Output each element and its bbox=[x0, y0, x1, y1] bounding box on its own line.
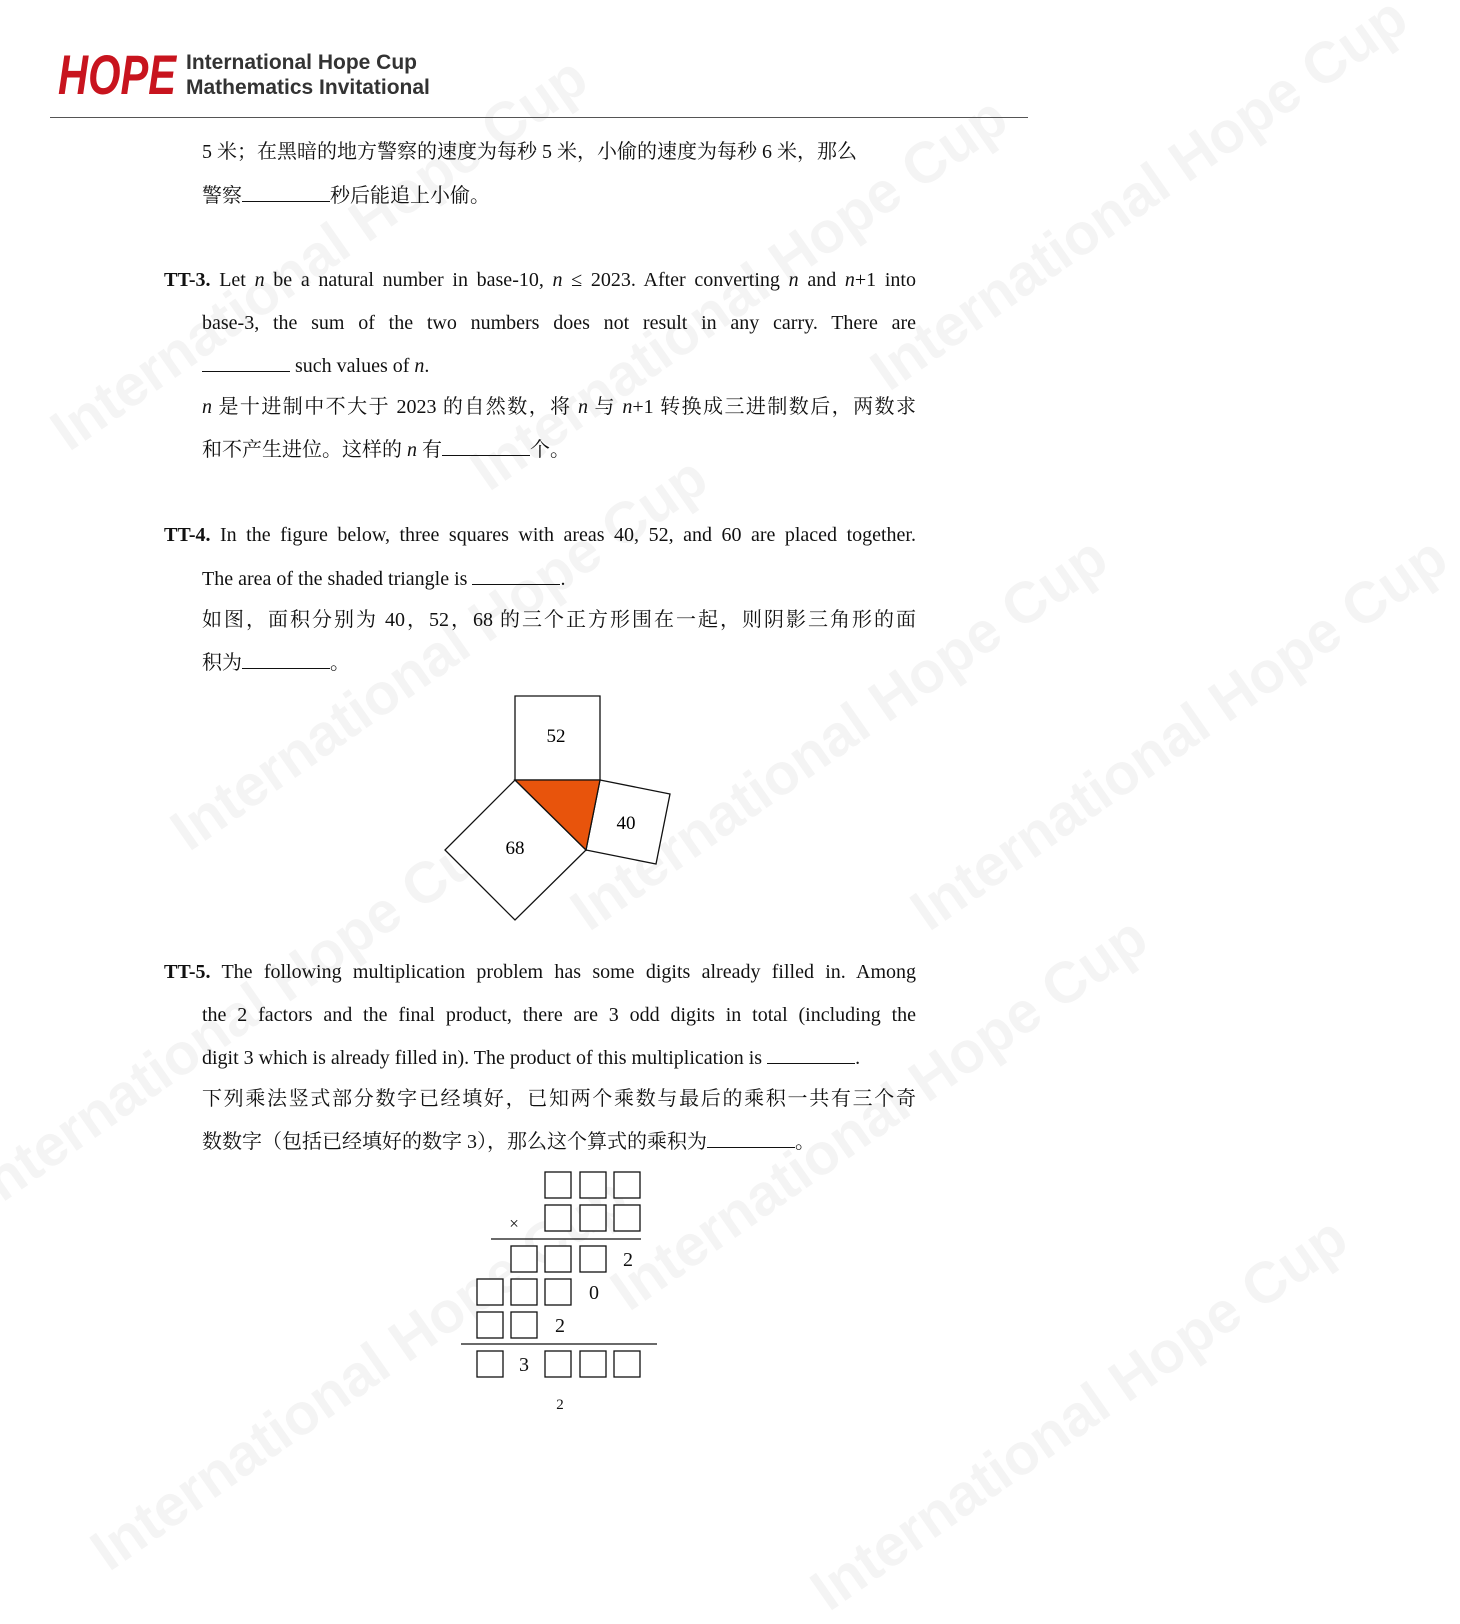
times-sign: × bbox=[509, 1214, 519, 1233]
answer-blank bbox=[767, 1045, 855, 1064]
digit-box bbox=[511, 1279, 537, 1305]
tt5-en-line2: the 2 factors and the final product, there are 3 odd digits in total (including the bbox=[202, 1004, 916, 1026]
tt5-en-line3: digit 3 which is already filled in). The product of this multiplication is . bbox=[202, 1047, 861, 1069]
square-left-label: 68 bbox=[505, 838, 525, 859]
tt5-en-line1: TT-5. The following multiplication problem has some digits already filled in. Among bbox=[164, 961, 916, 983]
tt4-en-line2: The area of the shaded triangle is . bbox=[202, 568, 566, 590]
digit-box bbox=[477, 1279, 503, 1305]
digit-box bbox=[545, 1351, 571, 1377]
tt4-zh-line2: 积为 。 bbox=[202, 652, 350, 674]
digit-box bbox=[580, 1351, 606, 1377]
answer-blank bbox=[242, 650, 330, 669]
filled-digit: 2 bbox=[623, 1249, 633, 1271]
header-title-line1: International Hope Cup bbox=[186, 51, 417, 74]
filled-digit: 2 bbox=[555, 1315, 565, 1337]
square-right-label: 40 bbox=[616, 813, 636, 834]
tt3-zh-line1: n 是十进制中不大于 2023 的自然数，将 n 与 n+1 转换成三进制数后，两数求 bbox=[202, 396, 917, 418]
answer-blank bbox=[472, 566, 560, 585]
page-number: 2 bbox=[556, 1397, 564, 1413]
digit-box bbox=[614, 1172, 640, 1198]
tt3-en-line1: TT-3. Let n be a natural number in base-10, n ≤ 2023. After converting n and n+1 into bbox=[164, 269, 916, 291]
digit-box bbox=[545, 1279, 571, 1305]
tt2-line1: 5 米；在黑暗的地方警察的速度为每秒 5 米，小偷的速度为每秒 6 米，那么 bbox=[202, 141, 857, 163]
tt5-zh-line1: 下列乘法竖式部分数字已经填好，已知两个乘数与最后的乘积一共有三个奇 bbox=[202, 1088, 916, 1110]
filled-digit: 3 bbox=[519, 1354, 529, 1376]
digit-box bbox=[580, 1205, 606, 1231]
square-top-label: 52 bbox=[546, 726, 566, 747]
watermark bbox=[798, 1203, 1359, 1624]
page-header bbox=[0, 0, 1080, 120]
digit-box bbox=[511, 1246, 537, 1272]
digit-box bbox=[545, 1205, 571, 1231]
filled-digit: 0 bbox=[589, 1282, 599, 1304]
tt5-zh-line2: 数数字（包括已经填好的数字 3），那么这个算式的乘积为 。 bbox=[202, 1131, 815, 1153]
digit-box bbox=[477, 1312, 503, 1338]
header-title bbox=[186, 50, 430, 100]
tt3-en-line2: base-3, the sum of the two numbers does not result in any carry. There are bbox=[202, 312, 916, 334]
header-title-line2: Mathematics Invitational bbox=[186, 76, 430, 99]
tt3-zh-line2: 和不产生进位。这样的 n 有 个。 bbox=[202, 439, 570, 461]
tt3-en-line3: such values of n. bbox=[202, 353, 429, 378]
digit-box bbox=[477, 1351, 503, 1377]
tt4-en-line1: TT-4. In the figure below, three squares with areas 40, 52, and 60 are placed together. bbox=[164, 524, 916, 546]
digit-box bbox=[580, 1172, 606, 1198]
tt2-line2: 警察 秒后能追上小偷。 bbox=[202, 185, 490, 207]
digit-box bbox=[580, 1246, 606, 1272]
digit-box bbox=[614, 1351, 640, 1377]
three-squares-figure bbox=[430, 690, 690, 930]
digit-box bbox=[545, 1246, 571, 1272]
answer-blank bbox=[442, 437, 530, 456]
header-divider bbox=[50, 117, 1028, 118]
digit-box bbox=[545, 1172, 571, 1198]
digit-box bbox=[614, 1205, 640, 1231]
question-number: TT-5. bbox=[164, 961, 211, 983]
question-number: TT-4. bbox=[164, 524, 211, 546]
multiplication-puzzle bbox=[455, 1165, 655, 1385]
svg-text:HOPE: HOPE bbox=[58, 43, 178, 106]
hope-logo-icon bbox=[58, 44, 178, 104]
answer-blank bbox=[242, 183, 330, 202]
question-number: TT-3. bbox=[164, 269, 211, 291]
tt4-zh-line1: 如图，面积分别为 40，52，68 的三个正方形围在一起，则阴影三角形的面 bbox=[202, 609, 916, 631]
digit-box bbox=[511, 1312, 537, 1338]
watermark bbox=[898, 523, 1459, 944]
answer-blank bbox=[202, 353, 290, 372]
answer-blank bbox=[707, 1129, 795, 1148]
